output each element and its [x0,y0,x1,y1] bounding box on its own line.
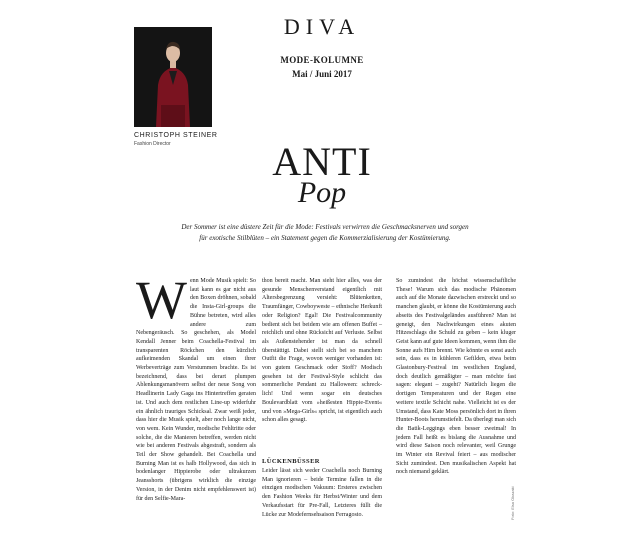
body-column-2: thon bereit macht. Man sieht hier alles, was der gesunde Menschenverstand eigentlich mit Altersbegrenzung versieht: Blütenketten, Traumfänger, Cowboyweste – ethnische Herkunft oder Religion? Egal! Die Festivalcommunity bedient sich bei beidem wie am offenen Buffet – reichlich und ohne Rücksicht auf Verluste. Selbst als Außenstehender ist man da schnell überstättigt. Dabei stellt sich bei so manchem Outfit die Frage, wovon weniger vorhanden ist: von gutem Geschmack oder Stoff? Modisch gesehen ist der Festival-Style schlicht das sommerliche Pendant zu Halloween: schreck-lich! Und wenn sogar ein deutsches Boulevardblatt vom »heißesten Hippie-Event« und von »Mega-Girls« spricht, ist eigentlich auch schon alles gesagt. [262,278,382,424]
body-column-1 [136,270,256,503]
drop-cap: W [136,270,187,330]
subheading: LÜCKENBÜSSER [262,458,320,465]
article-title-line2: Pop [297,176,347,209]
author-photo [134,27,212,127]
article-title-line1: ANTI [272,139,372,184]
author-name: CHRISTOPH STEINER [134,132,218,139]
author-role: Fashion Director [134,141,171,147]
body-column-3: So zumindest die höchst wissenschaftliche These! Warum sich das modische Phänomen auch auf die Monate dazwischen erstreckt und so manchen glaubt, er könne die Kostümierung auch abseits des Festivalgeländes ausführen? Man ist geneigt, den Nachwirkungen eines akuten Hitzeschlags die Schuld zu geben – kein kluger Geist kann auf gute Ideen kommen, wenn ihm die Sonne aufs Hirn brennt. Wie könnte es sonst auch sein, dass es in kühleren Gefilden, etwa beim Glastonbury-Festival im westlichen England, doch deutlich gemäßigter – man möchte fast sagen: elegant – zugeht? Natürlich liegen die dortigen Temperaturen und der Regen eine weitere textile Schicht nahe. Vielleicht ist es der Umstand, dass Kate Moss persönlich dort in ihren Hunter-Boots herumstiefelt. Da überlegt man sich die Batik-Leggings eben besser zweimal! In jedem Fall heißt es bislang die Ausnahme und wird diese Saison noch relevanter, weil Grunge im Winter ein Revival feiert – aus modischer Sicht zumindest. Den musikalischen Aspekt hat noch niemand geklärt. [396,278,516,476]
issue-date: Mai / Juni 2017 [292,69,352,79]
column-label: MODE-KOLUMNE [280,55,364,65]
article-lead: Der Sommer ist eine düstere Zeit für die Mode: Festivals verwirren die Geschmacksnerven und sorgen für exotische Stilblüten – ein Statement gegen die Kommerzialisierung der Kostümierung. [181,223,469,242]
photo-credit: Foto: Elsa Okazaki [510,486,515,520]
body-column-2-continued: Leider lässt sich weder Coachella noch Burning Man ignorieren – beide Termine fallen in die einzigen modischen Vakuum: Ersteres zwischen den Fashion Weeks für Herbst/Winter und dem Verkaufsstart für Pre-Fall, Letzteres füllt die Lücke zur Modefernsehsaison Ferragosto. [262,468,382,518]
magazine-name: DIVA [283,14,361,39]
body-column-1-text: enn Mode Musik spielt: So laut kann es gar nicht aus den Boxen dröhnen, sobald die Insta-Girl-groups die Bühne betreten, wird alles andere zum Nebengeräusch. So geschehen, als Model Kendall Jenner beim Coachella-Festival im transparenten Röckchen den kürzlich aufkeimenden Skandal um einen ihrer Werbeverträge zum Verstummen brachte. Es ist bezeichnend, dass bei derart plumpen Ablenkungsmanövern selbst der neue Song von Headlinerin Lady Gaga ins Hintertreffen geraten ist. Und auch dem restlichen Line-up widerfuhr ein ähnlich trauriges Schicksal. Zwar weiß jeder, dass hier die Musik spielt, aber noch lange nicht, von wem. Kein Wunder, modische Fehltritte oder solche, die die Manieren betreffen, werden nicht wie bei anderen Festivals abgestraft, sondern als Teil der Show gehandelt. Bei Coachella und Burning Man ist es halb Hollywood, das sich in bodenlanger Hippierobe oder ultrakurzen Jeansshorts (übrigens wirklich die einzige Version, in der Denim nicht empfehlenswert ist) für den Selfie-Mara- [136,278,256,502]
